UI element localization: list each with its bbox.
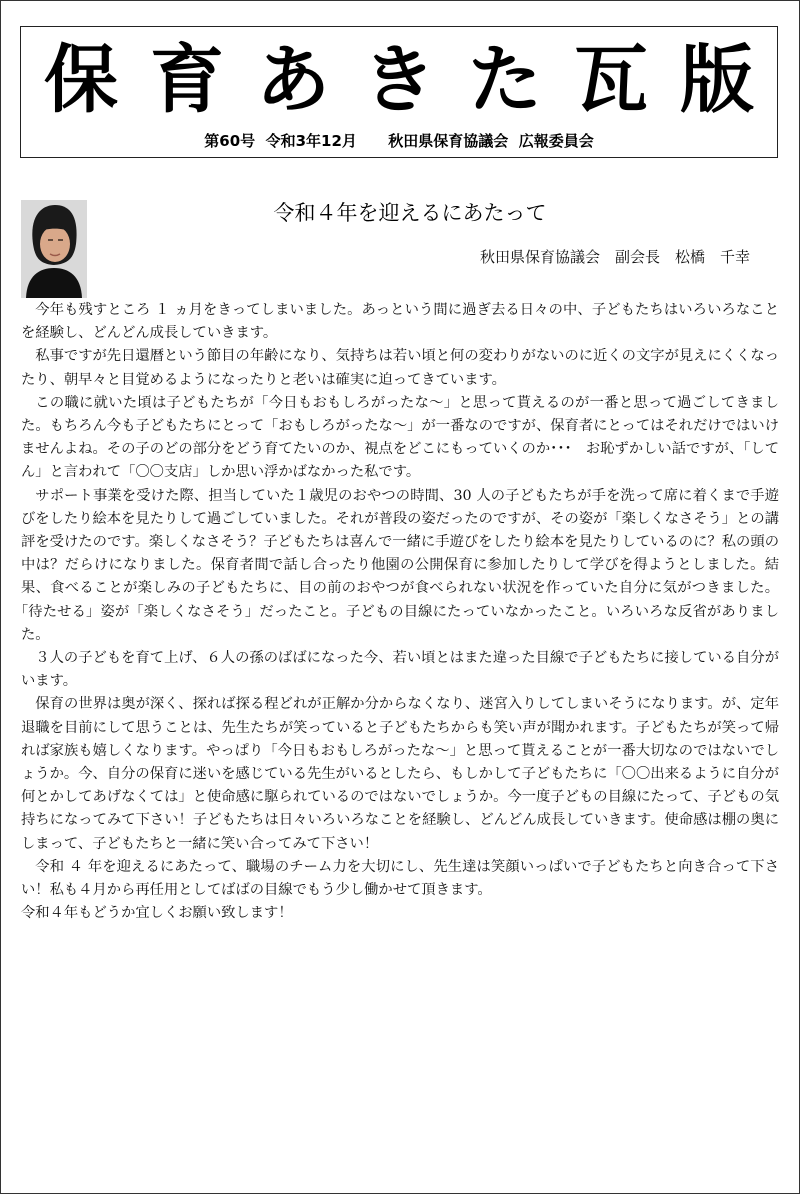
paragraph-3: この職に就いた頃は子どもたちが「今日もおもしろがったな～」と思って貰えるのが一番と思って過ごしてきました。もちろん今も子どもたちにとって「おもしろがったな～」が一番なのですが、保育者にとってはそれだけではいけませんよね。その子のどの部分をどう育てたいのか、視点をどこにもっていくのか･･･ お恥ずかしい話ですが、｢してん」と言われて「〇〇支店」しか思い浮かばなかった私です。	[21, 394, 779, 481]
paragraph-2: 私事ですが先日還暦という節目の年齢になり、気持ちは若い頃と何の変わりがないのに近くの文字が見えにくくなったり、朝早々と目覚めるようになったりと老いは確実に迫ってきています。	[21, 348, 779, 388]
title-char-6: 瓦	[574, 37, 648, 123]
article-title: 令和４年を迎えるにあたって	[273, 201, 547, 225]
newsletter-masthead	[20, 26, 778, 158]
paragraph-6: 保育の世界は奥が深く、探れば探る程どれが正解か分からなくなり、迷宮入りしてしまいそうになります。が、定年退職を目前にして思うことは、先生たちが笑っていると子どもたちからも笑い声が聞かれます。子どもたちが笑って帰れば家族も嬉しくなります。やっぱり「今日もおもしろがったな～」と思って貰えることが一番大切なのではないでしょうか。今、自分の保育に迷いを感じている先生がいるとしたら、もしかして子どもたちに「〇〇出来るように自分が何とかしてあげなくては」と使命感に駆られているのではないでしょうか。今一度子どもの目線にたって、子どもの気持ちになってみて下さい！子どもたちは日々いろいろなことを経験し、どんどん成長していきます。使命感は棚の奥にしまって、子どもたちと一緒に笑い合ってみて下さい！	[21, 696, 779, 852]
closing-line: 令和４年もどうか宜しくお願い致します！	[21, 905, 293, 922]
newsletter-title	[21, 35, 777, 125]
title-char-7: 版	[680, 37, 754, 123]
paragraph-7: 令和 ４ 年を迎えるにあたって、職場のチーム力を大切にし、先生達は笑顔いっぱいで子どもたちと向き合って下さい！私も４月から再任用としてばばの目線でもう少し働かせて頂きます。	[21, 858, 779, 899]
article-body	[21, 299, 779, 925]
paragraph-4: サポート事業を受けた際、担当していた１歳児のおやつの時間、30 人の子どもたちが手を洗って席に着くまで手遊びをしたり絵本を見たりして過ごしていました。それが普段の姿だったのですが、その姿が「楽しくなさそう」との講評を受けたのです。楽しくなさそう？子どもたちは喜んで一緒に手遊びをしたり絵本を見たりしているのに？私の頭の中は？だらけになりました。保育者間で話し合ったり他園の公開保育に参加したりして学びを得ようとしました。結果、食べることが楽しみの子どもたちに、目の前のおやつが食べられない状況を作っていた自分に気がつきました。｢待たせる」姿が「楽しくなさそう」だったこと。子どもの目線にたっていなかったこと。いろいろな反省がありました。	[21, 487, 779, 643]
title-char-3: あ	[256, 37, 330, 123]
title-char-2: 育	[150, 37, 224, 123]
author-portrait-image	[21, 200, 87, 298]
title-char-1: 保	[44, 37, 118, 123]
paragraph-5: ３人の子どもを育て上げ、６人の孫のばばになった今、若い頃とはまた違った目線で子どもたちに接している自分がいます。	[21, 650, 779, 690]
article-author: 秋田県保育協議会 副会長 松橋 千幸	[479, 248, 750, 266]
title-char-4: き	[362, 37, 436, 123]
paragraph-1: 今年も残すところ １ ヵ月をきってしまいました。あっという間に過ぎ去る日々の中、子どもたちはいろいろなことを経験し、どんどん成長していきます。	[21, 302, 779, 342]
author-photo	[21, 200, 87, 298]
issue-info: 第60号 令和3年12月 秋田県保育協議会 広報委員会	[204, 132, 594, 150]
title-char-5: た	[468, 37, 542, 123]
